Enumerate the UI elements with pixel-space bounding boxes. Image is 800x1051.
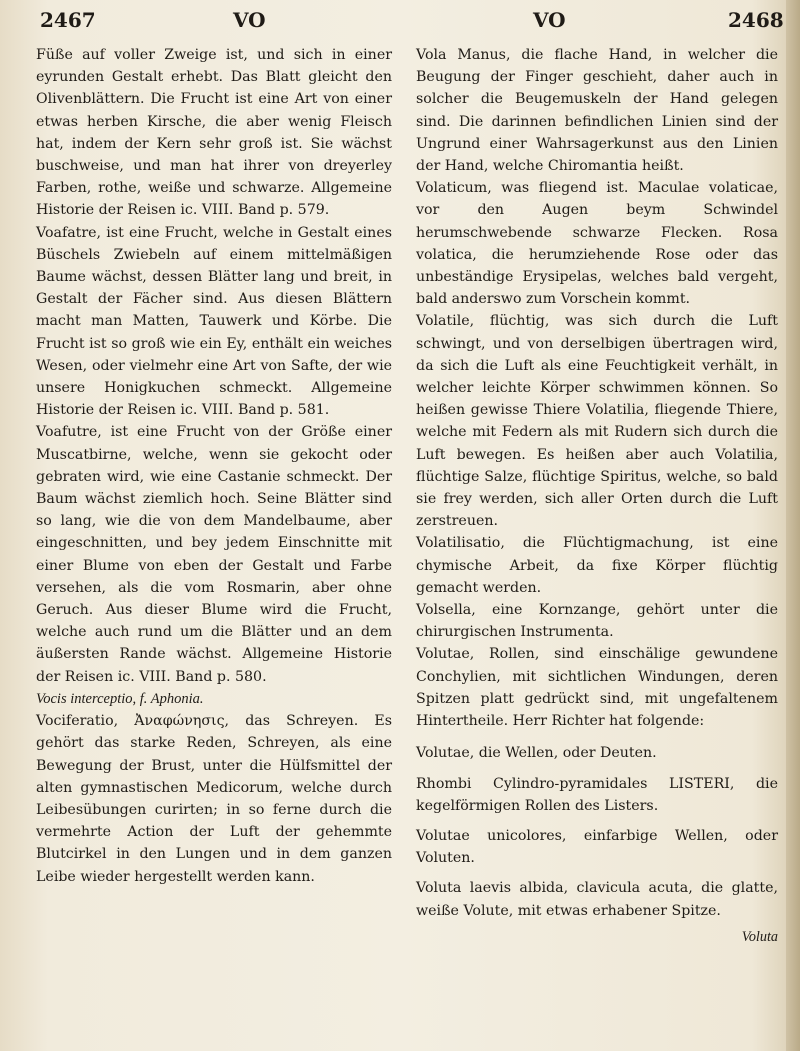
entry-text: Füße auf voller Zweige ist, und sich in einer eyrunden Gestalt erhebt. Das Blatt gleicht den Olivenblättern. Die Frucht ist eine Art von einer etwas herben Kirsche, die aber wenig Fleisch hat, indem der Kern sehr groß ist. Sie wächst buschweise, und man hat ihrer von dreyerley Farben, rothe, weiße und schwarze. Allgemeine Historie der Reisen ic. VIII. Band p. 579. — [36, 47, 392, 219]
catchword: Voluta — [741, 928, 778, 945]
entry-vociferatio: Vociferatio, Ἀναφώνησις, das Schreyen. Es gehört das starke Reden, Schreyen, als eine Bewegung der Brust, unter die Hülfsmittel der alten gymnastischen Medicorum, welche durch Leibesübungen curirten; in so ferne durch die vermehrte Action der Luft der gehemmte Blutcirkel in den Lungen und in dem ganzen Leibe wieder hergestellt werden kann. — [36, 713, 392, 885]
running-header — [0, 8, 800, 36]
entry-volaticum: Volaticum, was fliegend ist. Maculae volaticae, vor den Augen beym Schwindel herumschwebende schwarze Flecken. Rosa volatica, die herumziehende Rose oder das unbeständige Erysipelas, welches bald vergeht, bald anderswo zum Vorschein kommt. — [416, 180, 778, 308]
page-number-right: 2468 — [728, 8, 784, 32]
entry-voafutre: Voafutre, ist eine Frucht von der Größe einer Muscatbirne, welche, wenn sie gekocht oder gebraten wird, wie eine Castanie schmeckt. Der Baum wächst ziemlich hoch. Seine Blätter sind so lang, wie die von dem Mandelbaume, aber eingeschnitten, und bey jedem Einschnitte mit einer Blume von eben der Gestalt und Farbe versehen, als die vom Rosmarin, aber ohne Geruch. Aus dieser Blume wird die Frucht, welche auch rund um die Blätter und an dem äußersten Rande wächst. Allgemeine Historie der Reisen ic. VIII. Band p. 580. — [36, 424, 392, 685]
entry-volatile: Volatile, flüchtig, was sich durch die Luft schwingt, und von derselbigen übertragen wird, da sich die Luft als eine Feuchtigkeit verhält, in welcher leichte Körper schwimmen können. So heißen gewisse Thiere Volatilia, fliegende Thiere, welche mit Federn als mit Rudern sich durch die Luft bewegen. Es heißen aber auch Volatilia, flüchtige Salze, flüchtige Spiritus, welche, so bald sie frey werden, sich aller Orten durch die Luft zerstreuen. — [416, 313, 778, 530]
page-number-left: 2467 — [40, 8, 96, 32]
subentry-voluta-laevis: Voluta laevis albida, clavicula acuta, die glatte, weiße Volute, mit etwas erhabener Spitze. — [416, 880, 778, 919]
entry-vola-manus: Vola Manus, die flache Hand, in welcher die Beugung der Finger geschieht, daher auch in solcher die Beugemuskeln der Hand gelegen sind. Die darinnen befindlichen Linien sind der Ungrund einer Wahrsagerkunst aus den Linien der Hand, welche Chiromantia heißt. — [416, 47, 778, 175]
entry-volatilisatio: Volatilisatio, die Flüchtigmachung, ist eine chymische Arbeit, da fixe Körper flüchtig gemacht werden. — [416, 535, 778, 596]
subentry-volutae-wellen: Volutae, die Wellen, oder Deuten. — [416, 745, 657, 762]
running-title-right: VO — [533, 8, 566, 32]
subentry-volutae-unicolores: Volutae unicolores, einfarbige Wellen, oder Voluten. — [416, 827, 778, 867]
entry-vocis-interceptio: Vocis interceptio, f. Aphonia. — [36, 690, 204, 707]
entry-voafatre: Voafatre, ist eine Frucht, welche in Gestalt eines Büschels Zwiebeln auf einem mittelmäßigen Baume wächst, dessen Blätter lang und breit, in Gestalt der Fächer sind. Aus diesen Blättern macht man Matten, Tauwerk und Körbe. Die Frucht ist so groß wie ein Ey, enthält ein weiches Wesen, oder vielmehr eine Art von Safte, der wie unsere Honigkuchen schmeckt. Allgemeine Historie der Reisen ic. VIII. Band p. 581. — [36, 224, 392, 419]
running-title-left: VO — [233, 8, 266, 32]
left-column — [36, 44, 392, 888]
entry-volsella: Volsella, eine Kornzange, gehört unter die chirurgischen Instrumenta. — [416, 602, 778, 641]
page-edge — [786, 0, 800, 1051]
subentry-rhombi: Rhombi Cylindro-pyramidales LISTERI, die kegelförmigen Rollen des Listers. — [416, 775, 778, 814]
entry-volutae: Volutae, Rollen, sind einschälige gewundene Conchylien, mit sichtlichen Windungen, deren Spitzen platt gedrückt sind, mit ungefaltenem Hintertheile. Herr Richter hat folgende: — [416, 646, 778, 730]
right-column — [416, 44, 778, 948]
